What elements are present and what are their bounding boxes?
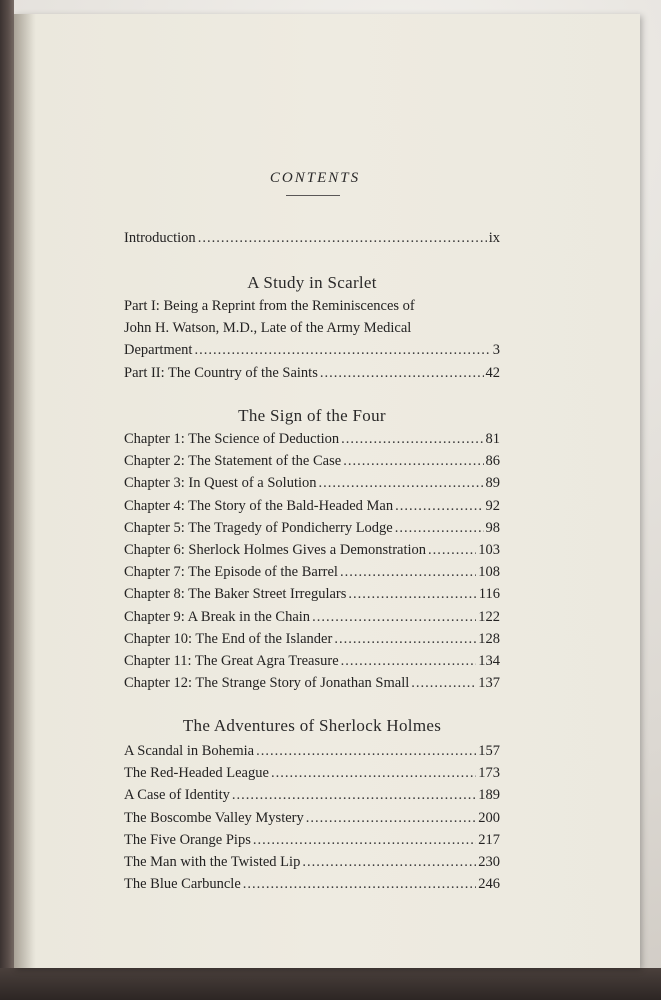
toc-entry: [124, 628, 500, 650]
heading-rule: [286, 195, 340, 196]
entry-title: A Case of Identity: [124, 787, 230, 804]
entry-page: 189: [478, 787, 500, 804]
entry-title: The Boscombe Valley Mystery: [124, 809, 304, 826]
toc-introduction: [124, 227, 500, 249]
spine-shadow: [14, 14, 36, 968]
dot-leader: [320, 362, 484, 384]
entry-page: 81: [485, 431, 500, 447]
toc-entry: [124, 428, 500, 450]
entry-page: 137: [478, 675, 500, 692]
entry-title: Chapter 3: In Quest of a Solution: [124, 475, 317, 492]
entry-line: John H. Watson, M.D., Late of the Army Medical: [124, 320, 412, 337]
entry-title: Chapter 10: The End of the Islander: [124, 630, 333, 647]
entry-title: The Five Orange Pips: [124, 831, 251, 848]
entry-page: 108: [478, 564, 500, 581]
dot-leader: [341, 428, 483, 450]
dot-leader: [306, 807, 477, 829]
toc-entry: [124, 873, 500, 895]
dot-leader: [411, 672, 476, 694]
toc-entry: [124, 339, 500, 361]
toc-entry: [124, 740, 500, 762]
entry-title: Chapter 11: The Great Agra Treasure: [124, 652, 339, 669]
dot-leader: [348, 583, 476, 605]
entry-page: 134: [478, 652, 500, 669]
dot-leader: [312, 606, 476, 628]
dot-leader: [343, 450, 483, 472]
entry-page: 217: [478, 831, 500, 848]
dot-leader: [253, 829, 476, 851]
toc-entry: [124, 227, 500, 249]
book-cover-edge-bottom: [0, 968, 661, 1000]
toc-entry: [124, 450, 500, 472]
entry-page: 116: [478, 586, 500, 603]
entry-page: ix: [488, 230, 500, 246]
dot-leader: [256, 740, 476, 762]
dot-leader: [341, 650, 477, 672]
dot-leader: [243, 873, 476, 895]
book-cover-edge-left: [0, 0, 14, 1000]
entry-page: 42: [485, 364, 500, 381]
toc-entry: [124, 762, 500, 784]
toc-entry: [124, 472, 500, 494]
entry-title: Chapter 4: The Story of the Bald-Headed Man: [124, 497, 394, 514]
section-title-scarlet: A Study in Scarlet: [247, 273, 377, 292]
entry-page: 173: [478, 765, 500, 782]
toc-entry: [124, 851, 500, 873]
toc-entry: [124, 807, 500, 829]
toc-entry: [124, 672, 500, 694]
entry-page: 230: [478, 853, 500, 870]
dot-leader: [271, 762, 476, 784]
entry-page: 3: [492, 342, 500, 359]
toc-entry: [124, 495, 500, 517]
section-title-four: The Sign of the Four: [238, 406, 386, 425]
contents-heading: CONTENTS: [269, 170, 361, 186]
entry-page: 89: [485, 475, 500, 492]
dot-leader: [340, 561, 476, 583]
entry-title: Department: [124, 342, 193, 359]
entry-title: Part II: The Country of the Saints: [124, 364, 318, 381]
dot-leader: [319, 472, 484, 494]
entry-title: Chapter 6: Sherlock Holmes Gives a Demonstration: [124, 541, 427, 558]
entry-page: 98: [485, 519, 500, 536]
toc-entry: [124, 650, 500, 672]
entry-page: 122: [478, 608, 500, 625]
entry-page: 128: [478, 630, 500, 647]
entry-line: Part I: Being a Reprint from the Reminiscences of: [124, 298, 415, 314]
entry-title: Chapter 2: The Statement of the Case: [124, 453, 342, 470]
entry-title: Chapter 12: The Strange Story of Jonathan Small: [124, 675, 410, 692]
entry-page: 86: [485, 453, 500, 470]
entry-title: A Scandal in Bohemia: [124, 743, 255, 759]
entry-page: 246: [478, 876, 500, 893]
dot-leader: [198, 227, 487, 249]
entry-title: Chapter 9: A Break in the Chain: [124, 608, 311, 625]
toc-entry: [124, 539, 500, 561]
toc-entry: [124, 829, 500, 851]
entry-page: 92: [485, 497, 500, 514]
toc-scarlet: [124, 295, 500, 384]
toc-four: [124, 428, 500, 694]
toc-entry: [124, 517, 500, 539]
dot-leader: [232, 784, 476, 806]
entry-page: 103: [478, 541, 500, 558]
entry-title: Chapter 8: The Baker Street Irregulars: [124, 586, 347, 603]
dot-leader: [194, 339, 490, 361]
entry-page: 157: [478, 743, 500, 759]
dot-leader: [428, 539, 476, 561]
dot-leader: [395, 517, 484, 539]
dot-leader: [302, 851, 476, 873]
toc-entry: [124, 362, 500, 384]
dot-leader: [395, 495, 483, 517]
entry-title: The Man with the Twisted Lip: [124, 853, 301, 870]
toc-adventures: [124, 740, 500, 895]
section-title-adventures: The Adventures of Sherlock Holmes: [182, 716, 442, 735]
entry-title: Chapter 7: The Episode of the Barrel: [124, 564, 338, 581]
toc-entry: [124, 583, 500, 605]
entry-title: The Blue Carbuncle: [124, 876, 241, 893]
entry-title: The Red-Headed League: [124, 765, 269, 782]
entry-title: Chapter 5: The Tragedy of Pondicherry Lodge: [124, 519, 393, 536]
entry-page: 200: [478, 809, 500, 826]
toc-entry: [124, 606, 500, 628]
toc-entry: [124, 784, 500, 806]
toc-entry: [124, 561, 500, 583]
entry-title: Introduction: [124, 230, 196, 246]
dot-leader: [334, 628, 476, 650]
entry-title: Chapter 1: The Science of Deduction: [124, 431, 340, 447]
